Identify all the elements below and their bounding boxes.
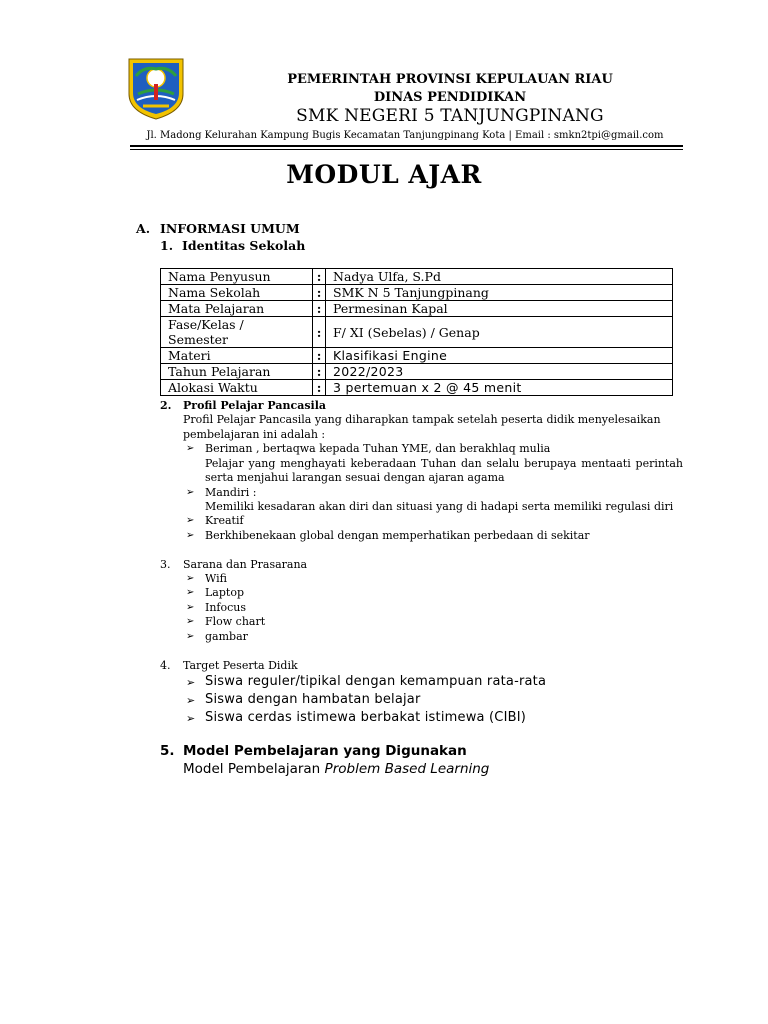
row-value: F/ XI (Sebelas) / Genap (326, 317, 673, 348)
profil-heading: Profil Pelajar Pancasila (183, 399, 327, 412)
row-label: Alokasi Waktu (161, 380, 313, 396)
profil-number: 2. (160, 399, 172, 412)
school-logo (126, 56, 186, 120)
document-title: MODUL AJAR (286, 160, 482, 189)
bullet-arrow-icon: ➢ (186, 515, 195, 526)
sarana-item: Laptop (205, 586, 244, 599)
bullet-arrow-icon: ➢ (186, 712, 196, 725)
profil-beriman-desc1: Pelajar yang menghayati keberadaan Tuhan dan selalu berupaya mentaati perintah (205, 457, 683, 470)
header-address: Jl. Madong Kelurahan Kampung Bugis Kecamatan Tanjungpinang Kota | Email : smkn2tpi@gmail.com (146, 130, 664, 141)
header-government: PEMERINTAH PROVINSI KEPULAUAN RIAU (287, 72, 613, 87)
header-rule-thick (130, 145, 683, 147)
table-row (161, 380, 673, 396)
table-row (161, 269, 673, 285)
row-separator: : (313, 269, 326, 285)
row-label: Tahun Pelajaran (161, 364, 313, 380)
sarana-item: Infocus (205, 601, 247, 614)
row-label: Mata Pelajaran (161, 301, 313, 317)
identity-table (160, 268, 673, 396)
profil-intro-line2: pembelajaran ini adalah : (183, 428, 326, 441)
row-separator: : (313, 348, 326, 364)
table-row (161, 285, 673, 301)
row-label: Nama Penyusun (161, 269, 313, 285)
sarana-number: 3. (160, 558, 171, 571)
target-item: Siswa reguler/tipikal dengan kemampuan rata-rata (205, 674, 547, 689)
target-item: Siswa dengan hambatan belajar (205, 692, 421, 707)
identitas-text: Identitas Sekolah (182, 238, 306, 253)
profil-bullet-mandiri: Mandiri : (205, 486, 257, 499)
model-name: Problem Based Learning (324, 761, 490, 777)
sarana-item: Flow chart (205, 615, 266, 628)
section-a-text: INFORMASI UMUM (160, 221, 300, 236)
row-separator: : (313, 380, 326, 396)
table-row (161, 348, 673, 364)
row-value: SMK N 5 Tanjungpinang (326, 285, 673, 301)
row-value: Nadya Ulfa, S.Pd (326, 269, 673, 285)
model-heading (160, 743, 467, 759)
header-rule-thin (130, 149, 683, 150)
identitas-number: 1. (160, 238, 174, 253)
bullet-arrow-icon: ➢ (186, 616, 195, 627)
row-value: 2022/2023 (326, 364, 673, 380)
row-separator: : (313, 364, 326, 380)
model-number: 5. (160, 743, 175, 759)
section-a-heading (136, 221, 300, 236)
profil-intro-line1: Profil Pelajar Pancasila yang diharapkan tampak setelah peserta didik menyelesaikan (183, 413, 661, 426)
table-row (161, 301, 673, 317)
profil-bullet-kebhinekaan: Berkhibenekaan global dengan memperhatikan perbedaan di sekitar (205, 529, 590, 542)
row-value: Klasifikasi Engine (326, 348, 673, 364)
row-value: Permesinan Kapal (326, 301, 673, 317)
bullet-arrow-icon: ➢ (186, 631, 195, 642)
bullet-arrow-icon: ➢ (186, 573, 195, 584)
header-school-name: SMK NEGERI 5 TANJUNGPINANG (296, 106, 604, 126)
row-separator: : (313, 285, 326, 301)
target-item: Siswa cerdas istimewa berbakat istimewa (CIBI) (205, 710, 527, 725)
profil-beriman-desc2: serta menjahui larangan sesuai dengan ajaran agama (205, 471, 505, 484)
sarana-item: gambar (205, 630, 248, 643)
row-label: Materi (161, 348, 313, 364)
bullet-arrow-icon: ➢ (186, 676, 196, 689)
row-separator: : (313, 317, 326, 348)
row-value: 3 pertemuan x 2 @ 45 menit (326, 380, 673, 396)
target-number: 4. (160, 659, 171, 672)
table-row (161, 317, 673, 348)
model-prefix: Model Pembelajaran (183, 761, 325, 777)
sarana-item: Wifi (205, 572, 227, 585)
header-department: DINAS PENDIDIKAN (373, 90, 527, 105)
identitas-heading (160, 238, 305, 253)
row-label: Nama Sekolah (161, 285, 313, 301)
table-row (161, 364, 673, 380)
profil-bullet-beriman: Beriman , bertaqwa kepada Tuhan YME, dan berakhlaq mulia (205, 442, 551, 455)
bullet-arrow-icon: ➢ (186, 487, 195, 498)
row-separator: : (313, 301, 326, 317)
bullet-arrow-icon: ➢ (186, 587, 195, 598)
sarana-heading: Sarana dan Prasarana (183, 558, 308, 571)
bullet-arrow-icon: ➢ (186, 530, 195, 541)
bullet-arrow-icon: ➢ (186, 694, 196, 707)
model-heading-text: Model Pembelajaran yang Digunakan (183, 743, 467, 759)
section-a-letter: A. (136, 221, 151, 236)
profil-mandiri-desc: Memiliki kesadaran akan diri dan situasi yang di hadapi serta memiliki regulasi diri (205, 500, 674, 513)
profil-bullet-kreatif: Kreatif (205, 514, 244, 527)
model-line (183, 761, 489, 777)
row-label: Fase/Kelas / Semester (161, 317, 313, 348)
bullet-arrow-icon: ➢ (186, 602, 195, 613)
target-heading: Target Peserta Didik (183, 659, 298, 672)
bullet-arrow-icon: ➢ (186, 443, 195, 454)
